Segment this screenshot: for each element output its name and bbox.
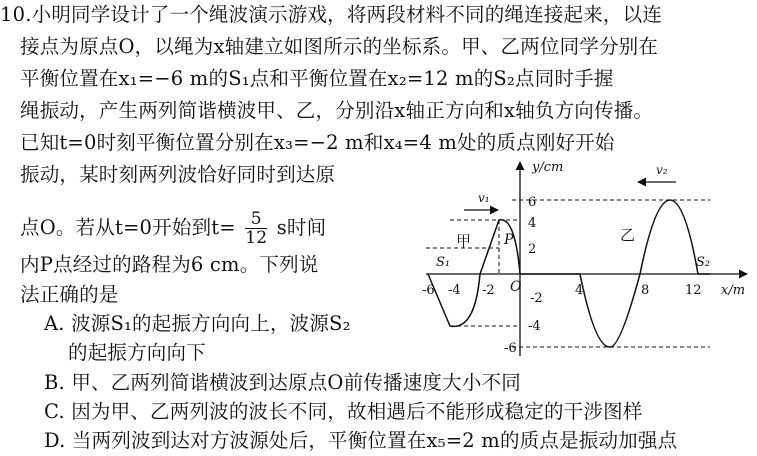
question-number: 10.	[0, 3, 32, 26]
y-tick-6: 6	[528, 195, 537, 210]
fraction-numerator: 5	[245, 210, 267, 229]
s1-label: S₁	[436, 255, 451, 270]
wave-yi-label: 乙	[620, 226, 636, 244]
y-tick-minus2: -2	[530, 291, 543, 306]
x-tick-12: 12	[685, 283, 702, 298]
x-axis-label: x/m	[721, 283, 746, 298]
option-b: B. 甲、乙两列简谐横波到达原点O前传播速度大小不同	[44, 371, 521, 394]
x-tick-4: 4	[575, 283, 584, 298]
option-c: C. 因为甲、乙两列波的波长不同，故相遇后不能形成稳定的干涉图样	[44, 400, 643, 423]
question-text-7b: s时间	[276, 216, 327, 239]
x-tick-minus2: -2	[482, 283, 495, 298]
fraction-denominator: 12	[245, 228, 268, 248]
question-line-8: 内P点经过的路程为6 cm。下列说	[20, 253, 319, 276]
question-line-2: 接点为原点O，以绳为x轴建立如图所示的坐标系。甲、乙两位同学分别在	[20, 35, 659, 58]
question-text-7a: 点O。若从t=0开始到t=	[20, 216, 236, 239]
question-line-5: 已知t=0时刻平衡位置分别在x₃=−2 m和x₄=4 m处的质点刚好开始	[20, 131, 615, 154]
option-d: D. 当两列波到达对方波源处后，平衡位置在x₅=2 m的质点是振动加强点	[44, 429, 678, 452]
option-a: A. 波源S₁的起振方向向上，波源S₂	[44, 312, 351, 335]
v1-label: v₁	[478, 191, 490, 205]
v2-label: v₂	[656, 163, 668, 177]
question-line-1	[0, 2, 662, 28]
wave-figure	[420, 156, 757, 356]
y-tick-minus4: -4	[528, 319, 541, 334]
question-line-3: 平衡位置在x₁=−6 m的S₁点和平衡位置在x₂=12 m的S₂点同时手握	[20, 67, 614, 90]
x-tick-minus6: -6	[422, 283, 435, 298]
question-line-4: 绳振动，产生两列简谐横波甲、乙，分别沿x轴正方向和x轴负方向传播。	[20, 99, 654, 122]
question-line-9: 法正确的是	[20, 283, 119, 306]
origin-label: O	[510, 279, 522, 295]
question-line-6: 振动，某时刻两列波恰好同时到达原	[20, 163, 336, 186]
question-text-1: 小明同学设计了一个绳波演示游戏，将两段材料不同的绳连接起来，以连	[31, 3, 663, 26]
question-line-7	[20, 210, 326, 247]
x-tick-8: 8	[641, 283, 650, 298]
wave-jia-label: 甲	[456, 232, 472, 250]
x-tick-minus4: -4	[448, 283, 461, 298]
option-a-cont: 的起振方向向下	[68, 341, 206, 364]
time-fraction	[245, 210, 267, 247]
y-tick-minus6: -6	[504, 341, 517, 356]
p-point-label: P	[504, 232, 514, 248]
y-axis-label: y/cm	[532, 160, 564, 175]
s2-label: S₂	[696, 255, 711, 270]
y-tick-4: 4	[528, 216, 537, 231]
wave-diagram	[420, 156, 757, 356]
y-tick-2: 2	[528, 242, 537, 257]
